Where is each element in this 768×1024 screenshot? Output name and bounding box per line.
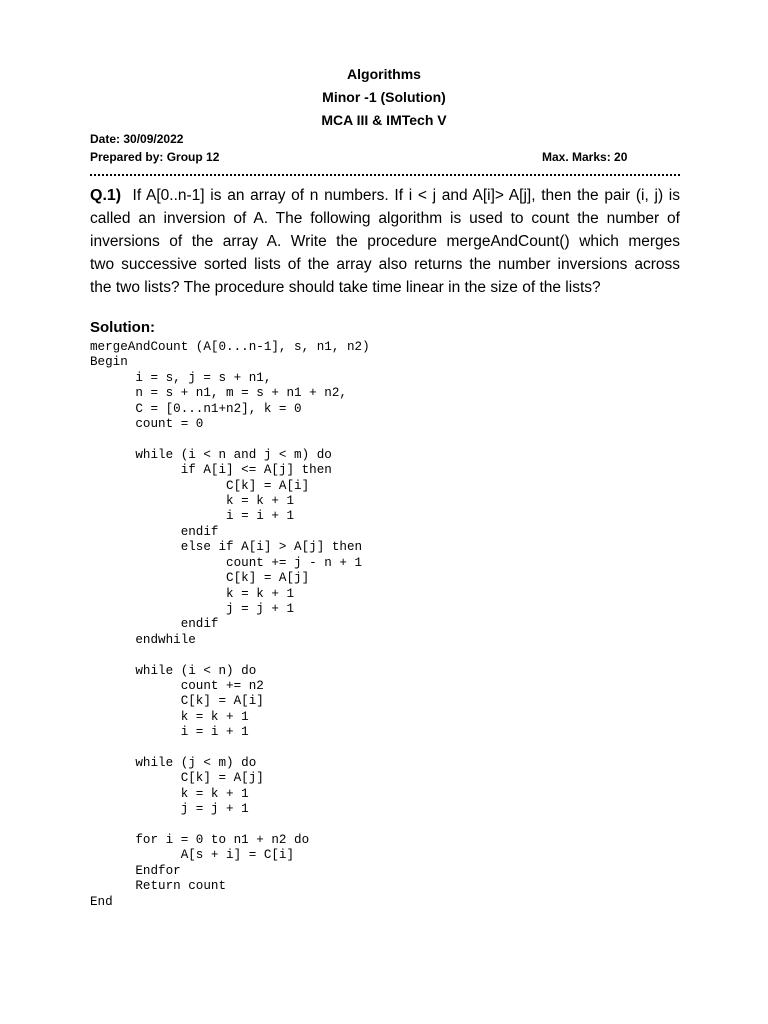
date-value: 30/09/2022: [123, 132, 184, 146]
prepared-label: Prepared by:: [90, 150, 164, 164]
max-marks-line: [542, 148, 627, 166]
course-title: Algorithms: [347, 66, 421, 82]
question-text-line-2: called an inversion of A. The following algorithm is used to count the number of: [90, 210, 680, 227]
solution-heading: Solution:: [90, 319, 155, 336]
date-label: Date:: [90, 132, 121, 146]
question-text-line-1: If A[0..n-1] is an array of n numbers. If i < j and A[i]> A[j], then the pair (i, j) is: [132, 187, 681, 204]
marks-label: Max. Marks:: [542, 150, 611, 164]
question-line: [90, 184, 680, 207]
question-label: Q.1): [90, 187, 122, 204]
question-text-line-4: two successive sorted lists of the array also returns the number inversions across: [90, 256, 680, 273]
exam-title: Minor -1 (Solution): [322, 89, 446, 105]
program-title: MCA III & IMTech V: [321, 112, 447, 128]
marks-value: 20: [614, 150, 628, 164]
dotted-divider: [90, 168, 680, 176]
solution-code: mergeAndCount (A[0...n-1], s, n1, n2) Begin i = s, j = s + n1, n = s + n1, m = s + n1 + n2, C = [0...n1+n2], k = 0 count = 0 while (i < n and j < m) do if A[i] <= A[j] then C[k] = A[i] k = k + 1 i = i + 1 endif else if A[i] > A[j] then count += j - n + 1 C[k] = A[j] k = k + 1 j = j + 1 endif endwhile while (i < n) do count += n2 C[k] = A[i] k = k + 1 i = i + 1 while (j < m) do C[k] = A[j] k = k + 1 j = j + 1 for i = 0 to n1 + n2 do A[s + i] = C[i] Endfor Return count End: [90, 340, 370, 909]
question-text-line-5: the two lists? The procedure should take time linear in the size of the lists?: [90, 279, 601, 296]
question-text-line-3: inversions of the array A. Write the procedure mergeAndCount() which merges: [90, 233, 680, 250]
date-line: [90, 130, 183, 148]
question-block: [90, 184, 680, 299]
prepared-value: Group 12: [166, 150, 220, 164]
prepared-by-line: [90, 148, 219, 166]
